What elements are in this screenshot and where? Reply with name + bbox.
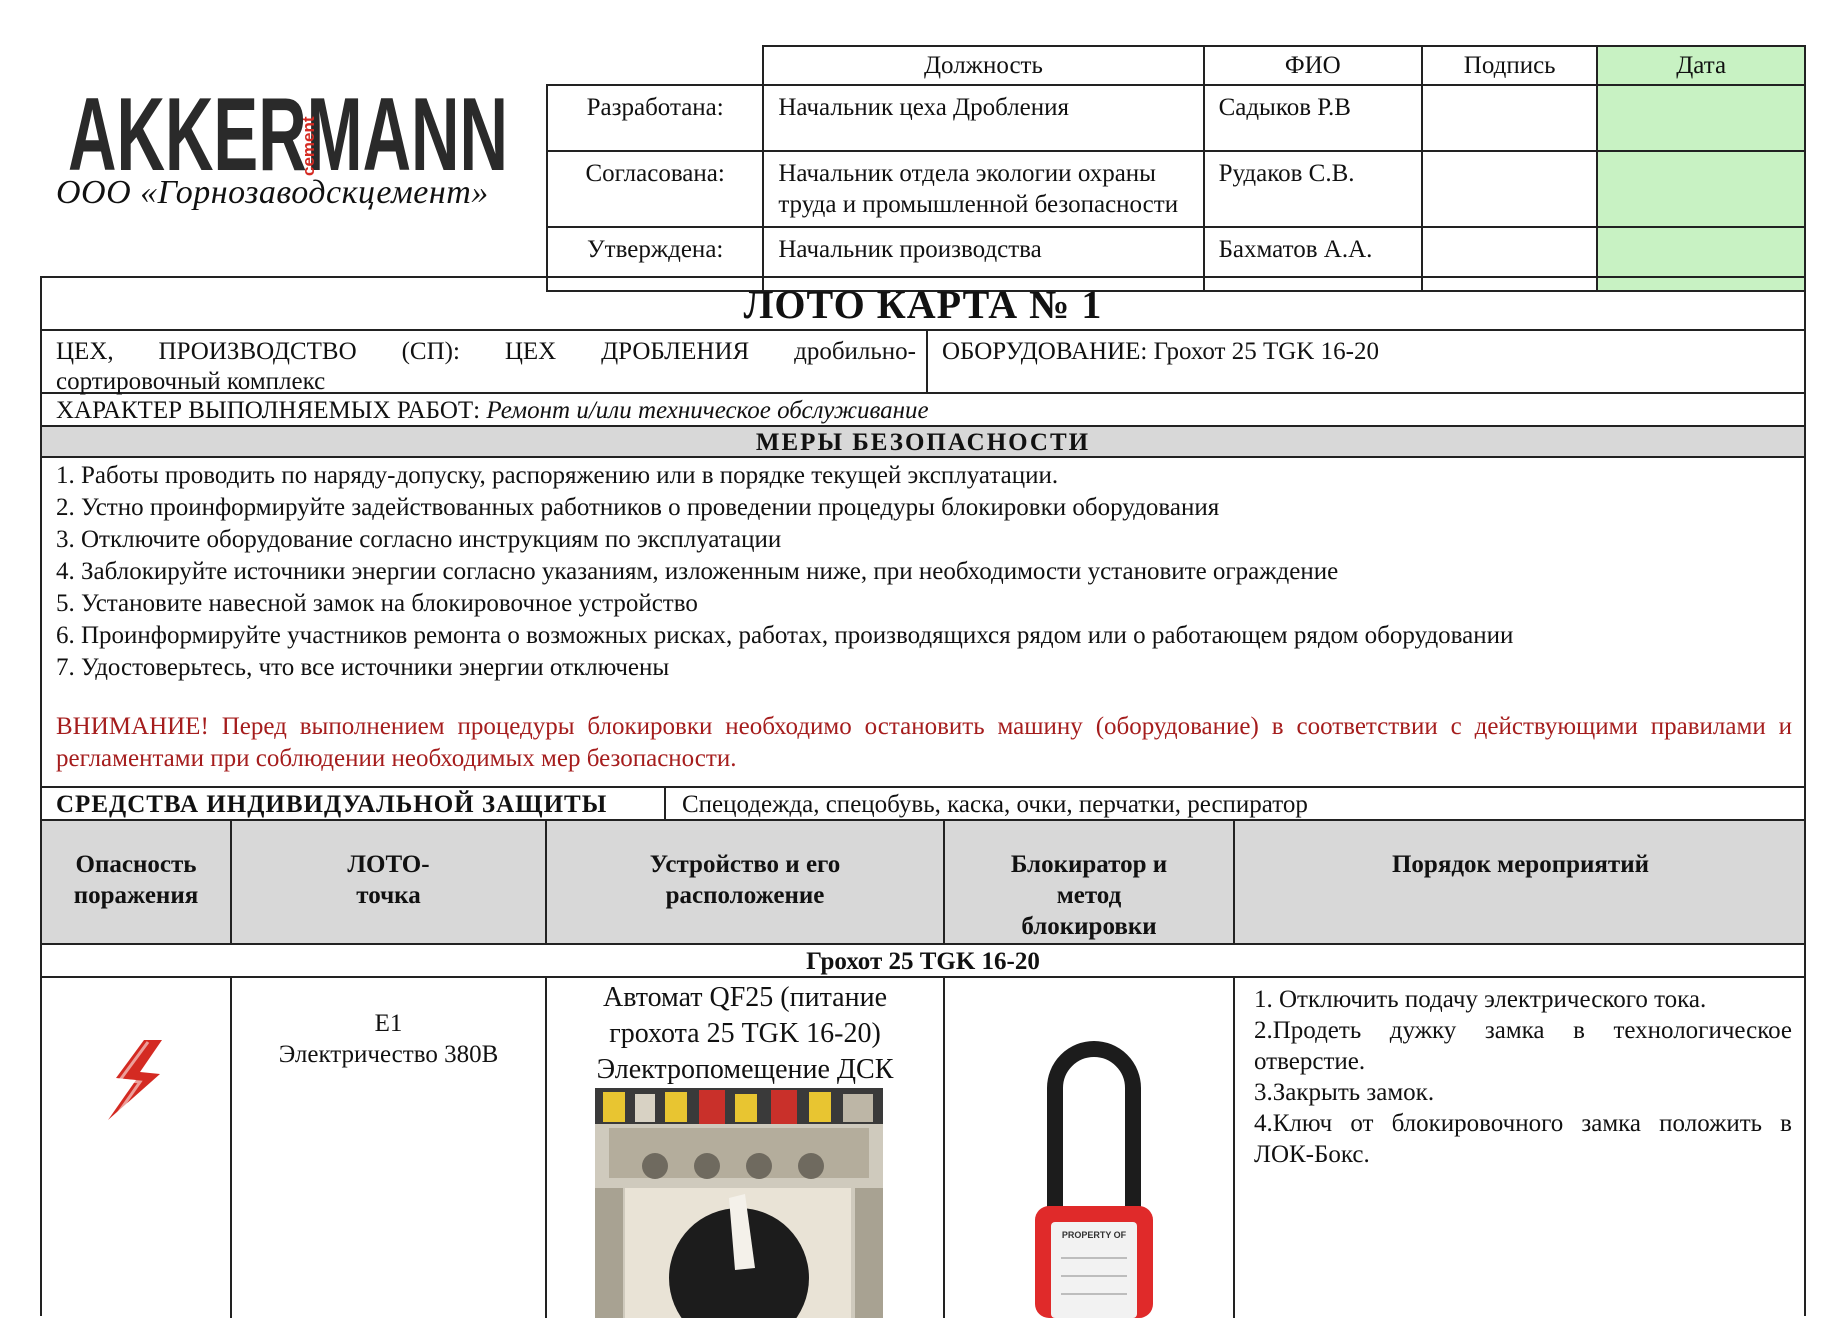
col-device: Устройство и его расположение <box>547 821 945 943</box>
row-position: Начальник производства <box>763 227 1203 291</box>
safety-measures <box>42 458 1804 788</box>
approval-table <box>546 45 1806 292</box>
ppe-value: Спецодежда, спецобувь, каска, очки, перчатки, респиратор <box>682 791 1308 818</box>
procedure-step: 2.Продеть дужку замка в технологическое отверстие. <box>1254 1017 1792 1075</box>
measure-item: 2. Устно проинформируйте задействованных работников о проведении процедуры блокировки оборудования <box>56 494 1220 521</box>
circuit-breaker-photo <box>595 1088 883 1318</box>
procedure-step: 4.Ключ от блокировочного замка положить в ЛОК-Бокс. <box>1254 1110 1792 1168</box>
row-name: Бахматов А.А. <box>1204 227 1423 291</box>
measure-item: 4. Заблокируйте источники энергии согласно указаниям, изложенным ниже, при необходимости установите ограждение <box>56 558 1339 585</box>
col-date: Дата <box>1597 46 1805 85</box>
department-line-2: сортировочный комплекс <box>56 368 326 395</box>
ppe-label: СРЕДСТВА ИНДИВИДУАЛЬНОЙ ЗАЩИТЫ <box>56 791 608 818</box>
logo-sub-text: cement <box>299 116 318 176</box>
lock-label: PROPERTY OF <box>1061 1230 1127 1240</box>
row-date <box>1597 85 1805 151</box>
col-hazard: Опасность поражения <box>42 821 232 943</box>
company-logo <box>68 82 518 187</box>
col-loto-point: ЛОТО-точка <box>232 821 547 943</box>
card-title: ЛОТО КАРТА № 1 <box>42 278 1804 331</box>
logo-text: AKKERMANN <box>68 82 509 187</box>
work-type-row <box>42 394 1804 427</box>
blocker-cell <box>945 978 1235 1318</box>
row-label: Утверждена: <box>547 227 763 291</box>
point-code: E1 <box>374 1010 403 1037</box>
measure-item: 1. Работы проводить по наряду-допуску, распоряжению или в порядке текущей эксплуатации. <box>56 462 1059 489</box>
approval-row <box>547 151 1805 227</box>
col-blocker: Блокиратор и метод блокировки <box>945 821 1235 943</box>
measure-item: 5. Установите навесной замок на блокировочное устройство <box>56 590 698 617</box>
row-position: Начальник отдела экологии охраны труда и промышленной безопасности <box>763 151 1203 227</box>
col-position: Должность <box>763 46 1203 85</box>
equipment-title: Грохот 25 TGK 16-20 <box>42 945 1804 978</box>
work-type-value: Ремонт и/или техническое обслуживание <box>486 397 929 424</box>
ppe-row <box>42 788 1804 821</box>
padlock-icon <box>1029 1036 1159 1318</box>
row-label: Разработана: <box>547 85 763 151</box>
measure-item: 6. Проинформируйте участников ремонта о возможных рисках, работах, производящихся рядом или о работающем рядом оборудовании <box>56 622 1514 649</box>
col-procedure: Порядок мероприятий <box>1391 851 1650 878</box>
department-row <box>42 331 1804 394</box>
procedure-step: 1. Отключить подачу электрического тока. <box>1254 986 1707 1013</box>
measure-item: 7. Удостоверьтесь, что все источники энергии отключены <box>56 654 670 681</box>
row-signature <box>1422 151 1597 227</box>
department-line-1: ЦЕХ, ПРОИЗВОДСТВО (СП): ЦЕХ ДРОБЛЕНИЯ дробильно- <box>56 338 916 365</box>
row-position: Начальник цеха Дробления <box>763 85 1203 151</box>
col-name: ФИО <box>1204 46 1423 85</box>
device-line-2: грохота 25 TGK 16-20) <box>609 1018 881 1049</box>
row-date <box>1597 151 1805 227</box>
approval-row <box>547 85 1805 151</box>
warning-text: ВНИМАНИЕ! Перед выполнением процедуры блокировки необходимо остановить машину (оборудование) в соответствии с действующими правилами и регламентами при соблюдении необходимых мер безопасности. <box>56 713 1792 772</box>
electric-hazard-icon <box>98 1038 170 1122</box>
row-signature <box>1422 85 1597 151</box>
procedure-steps <box>1254 984 1792 1170</box>
device-cell <box>547 978 945 1318</box>
row-name: Садыков Р.В <box>1204 85 1423 151</box>
safety-measures-title: МЕРЫ БЕЗОПАСНОСТИ <box>42 427 1804 458</box>
device-line-3: Электропомещение ДСК <box>596 1054 894 1085</box>
equipment-label: ОБОРУДОВАНИЕ: Грохот 25 TGK 16-20 <box>942 338 1379 365</box>
procedure-step: 3.Закрыть замок. <box>1254 1079 1435 1106</box>
hazard-cell <box>42 978 232 1318</box>
loto-card <box>40 276 1806 1316</box>
point-energy: Электричество 380В <box>278 1041 499 1068</box>
col-signature: Подпись <box>1422 46 1597 85</box>
device-line-1: Автомат QF25 (питание <box>602 982 888 1013</box>
work-type-label: ХАРАКТЕР ВЫПОЛНЯЕМЫХ РАБОТ: <box>56 397 481 424</box>
measure-item: 3. Отключите оборудование согласно инструкциям по эксплуатации <box>56 526 782 553</box>
row-name: Рудаков С.В. <box>1204 151 1423 227</box>
company-name: ООО «Горнозаводскцемент» <box>56 174 489 211</box>
loto-point-cell <box>232 978 547 1318</box>
column-headers <box>42 821 1804 945</box>
loto-entry-row <box>42 978 1804 1318</box>
row-label: Согласована: <box>547 151 763 227</box>
